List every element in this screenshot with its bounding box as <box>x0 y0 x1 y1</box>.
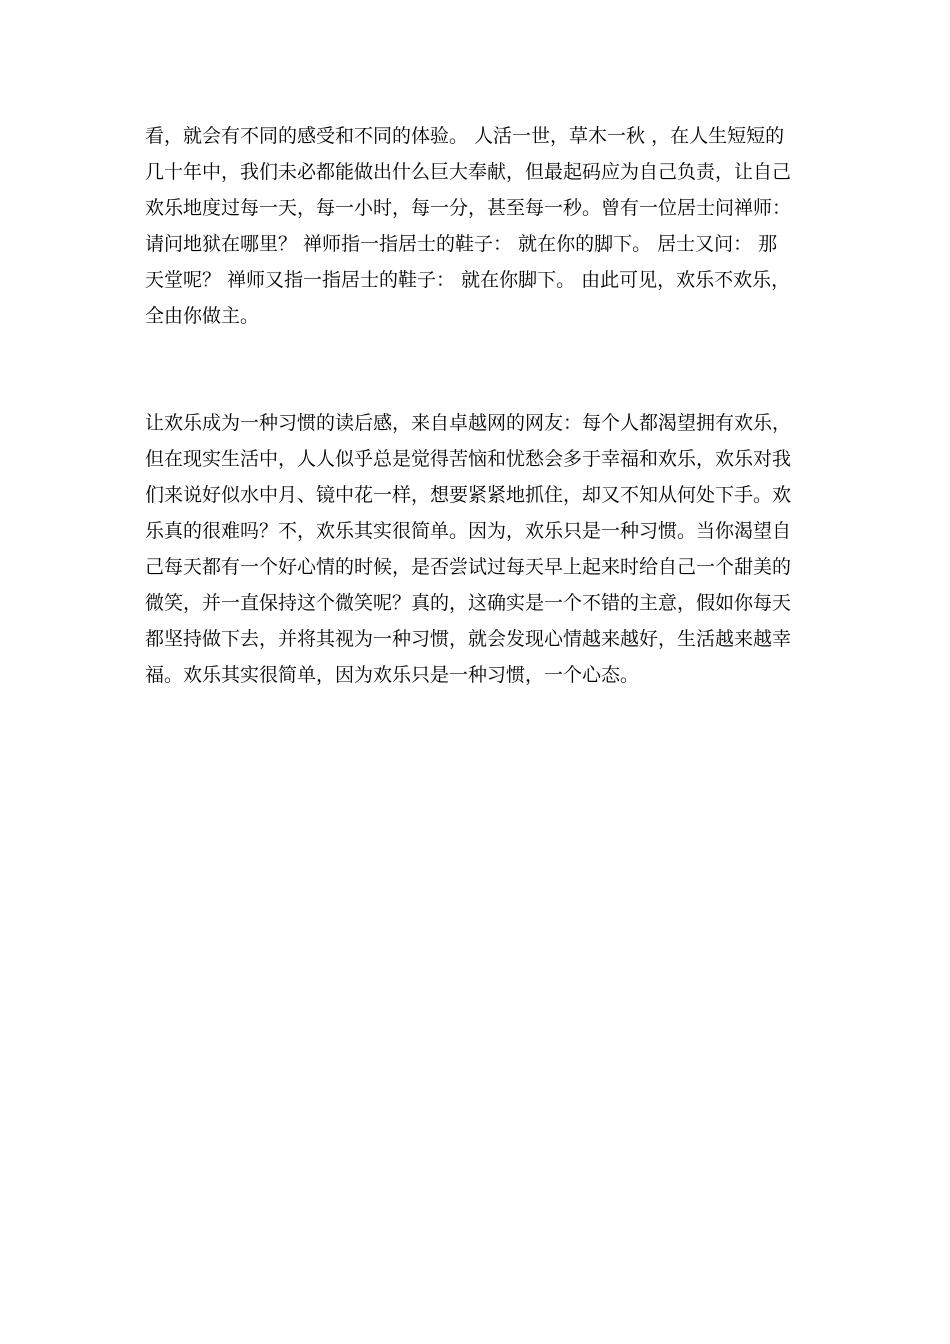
paragraph-1-line-3: 欢乐地度过每一天，每一小时，每一分，甚至每一秒。曾有一位居士问禅师： <box>145 197 792 219</box>
paragraph-2-line-1: 让欢乐成为一种习惯的读后感，来自卓越网的网友：每个人都渴望拥有欢乐， <box>145 412 792 434</box>
paragraph-1-line-4: 请问地狱在哪里？ 禅师指一指居士的鞋子： 就在你的脚下。 居士又问： 那 <box>145 233 778 255</box>
paragraph-1-line-5: 天堂呢？ 禅师又指一指居士的鞋子： 就在你脚下。 由此可见，欢乐不欢乐， <box>145 269 791 291</box>
paragraph-1-line-1: 看，就会有不同的感受和不同的体验。 人活一世，草木一秋 ，在人生短短的 <box>145 125 785 147</box>
paragraph-1-line-2: 几十年中，我们未必都能做出什么巨大奉献，但最起码应为自己负责，让自己 <box>145 161 792 183</box>
paragraph-2-line-6: 微笑，并一直保持这个微笑呢？真的，这确实是一个不错的主意，假如你每天 <box>145 592 792 614</box>
paragraph-1-line-6: 全由你做主。 <box>145 305 260 327</box>
paragraph-2-line-8: 福。欢乐其实很简单，因为欢乐只是一种习惯，一个心态。 <box>145 664 640 686</box>
paragraph-2-line-7: 都坚持做下去，并将其视为一种习惯，就会发现心情越来越好，生活越来越幸 <box>145 628 792 650</box>
paragraph-2-line-2: 但在现实生活中，人人似乎总是觉得苦恼和忧愁会多于幸福和欢乐，欢乐对我 <box>145 448 792 470</box>
paragraph-2-line-5: 己每天都有一个好心情的时候，是否尝试过每天早上起来时给自己一个甜美的 <box>145 556 792 578</box>
paragraph-2-line-3: 们来说好似水中月、镜中花一样，想要紧紧地抓住，却又不知从何处下手。欢 <box>145 484 792 506</box>
paragraph-2-line-4: 乐真的很难吗？不，欢乐其实很简单。因为，欢乐只是一种习惯。当你渴望自 <box>145 520 792 542</box>
